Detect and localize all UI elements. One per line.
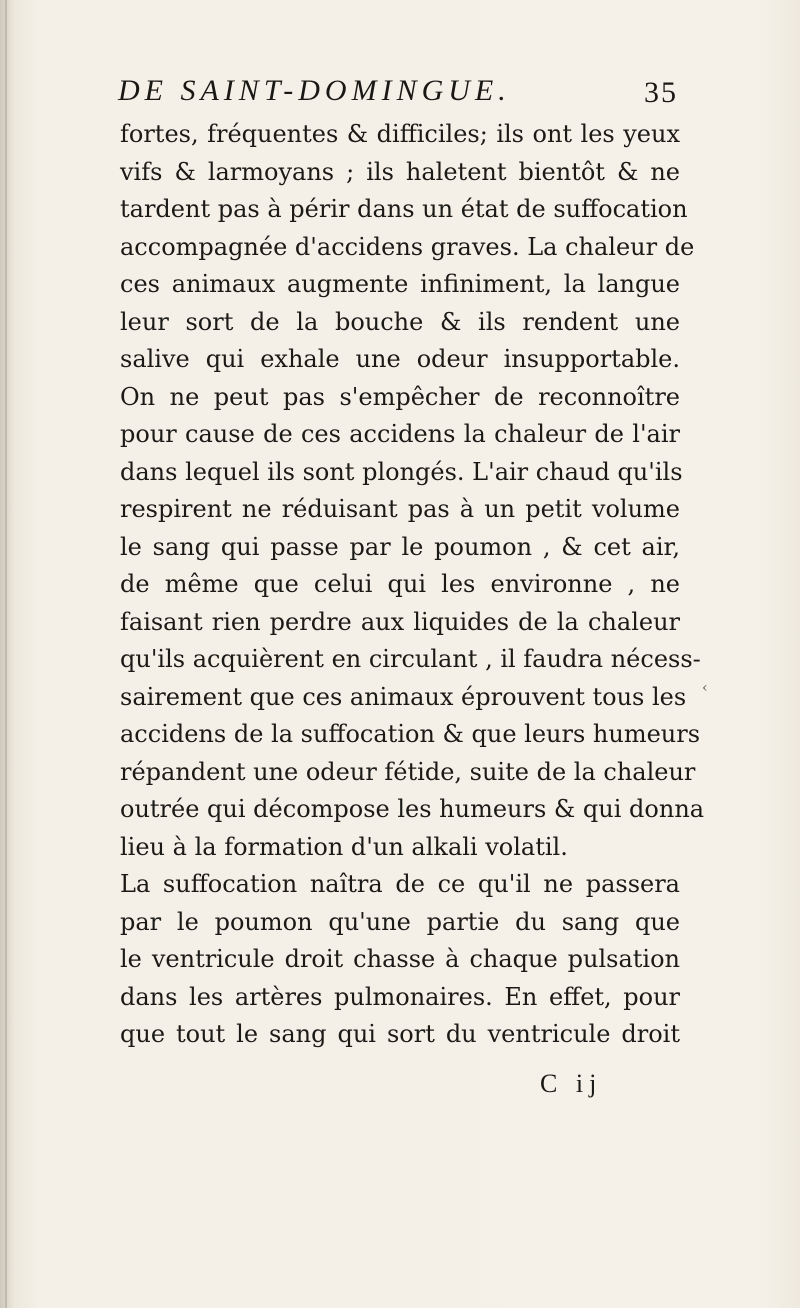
signature-mark: C ij — [540, 1069, 603, 1098]
text-line: fortes, fréquentes & difficiles; ils ont les yeux — [120, 120, 680, 148]
text-line: dans les artères pulmonaires. En effet, pour — [120, 982, 680, 1011]
text-line: ces animaux augmente infiniment, la langue — [120, 270, 680, 298]
text-line: outrée qui décompose les humeurs & qui donna — [120, 795, 705, 823]
text-line: accidens de la suffocation & que leurs humeurs — [120, 720, 701, 748]
running-head: DE SAINT-DOMINGUE. — [118, 74, 511, 107]
text-line: respirent ne réduisant pas à un petit volume — [120, 495, 680, 523]
text-line: salive qui exhale une odeur insupportable. — [120, 345, 680, 373]
page-header — [118, 74, 678, 118]
text-line: leur sort de la bouche & ils rendent une — [120, 307, 680, 336]
text-line: de même que celui qui les environne , ne — [120, 570, 680, 598]
text-line: accompagnée d'accidens graves. La chaleur de — [120, 232, 695, 261]
page-gutter — [0, 0, 14, 1308]
text-line: répandent une odeur fétide, suite de la chaleur — [120, 757, 696, 786]
text-line: vifs & larmoyans ; ils haletent bientôt & ne — [120, 157, 680, 186]
page-number: 35 — [644, 76, 678, 109]
text-line: par le poumon qu'une partie du sang que — [120, 907, 680, 936]
text-line: sairement que ces animaux éprouvent tous les — [120, 682, 687, 711]
text-line: qu'ils acquièrent en circulant , il faudra nécess- — [120, 645, 701, 673]
text-line: dans lequel ils sont plongés. L'air chaud qu'ils — [120, 457, 683, 486]
text-line: le ventricule droit chasse à chaque pulsation — [120, 945, 680, 973]
gutter-line — [5, 0, 7, 1308]
text-line: le sang qui passe par le poumon , & cet air, — [120, 532, 680, 561]
text-line: que tout le sang qui sort du ventricule droit — [120, 1020, 680, 1048]
text-line: tardent pas à périr dans un état de suffocation — [120, 195, 688, 223]
text-line: On ne peut pas s'empêcher de reconnoître — [120, 382, 680, 411]
text-line: pour cause de ces accidens la chaleur de l'air — [120, 420, 680, 448]
margin-mark: ‹ — [702, 680, 708, 696]
text-line: La suffocation naîtra de ce qu'il ne passera — [120, 870, 680, 898]
text-line: lieu à la formation d'un alkali volatil. — [120, 832, 568, 861]
body-text — [120, 116, 705, 1054]
text-line: faisant rien perdre aux liquides de la chaleur — [120, 607, 680, 636]
